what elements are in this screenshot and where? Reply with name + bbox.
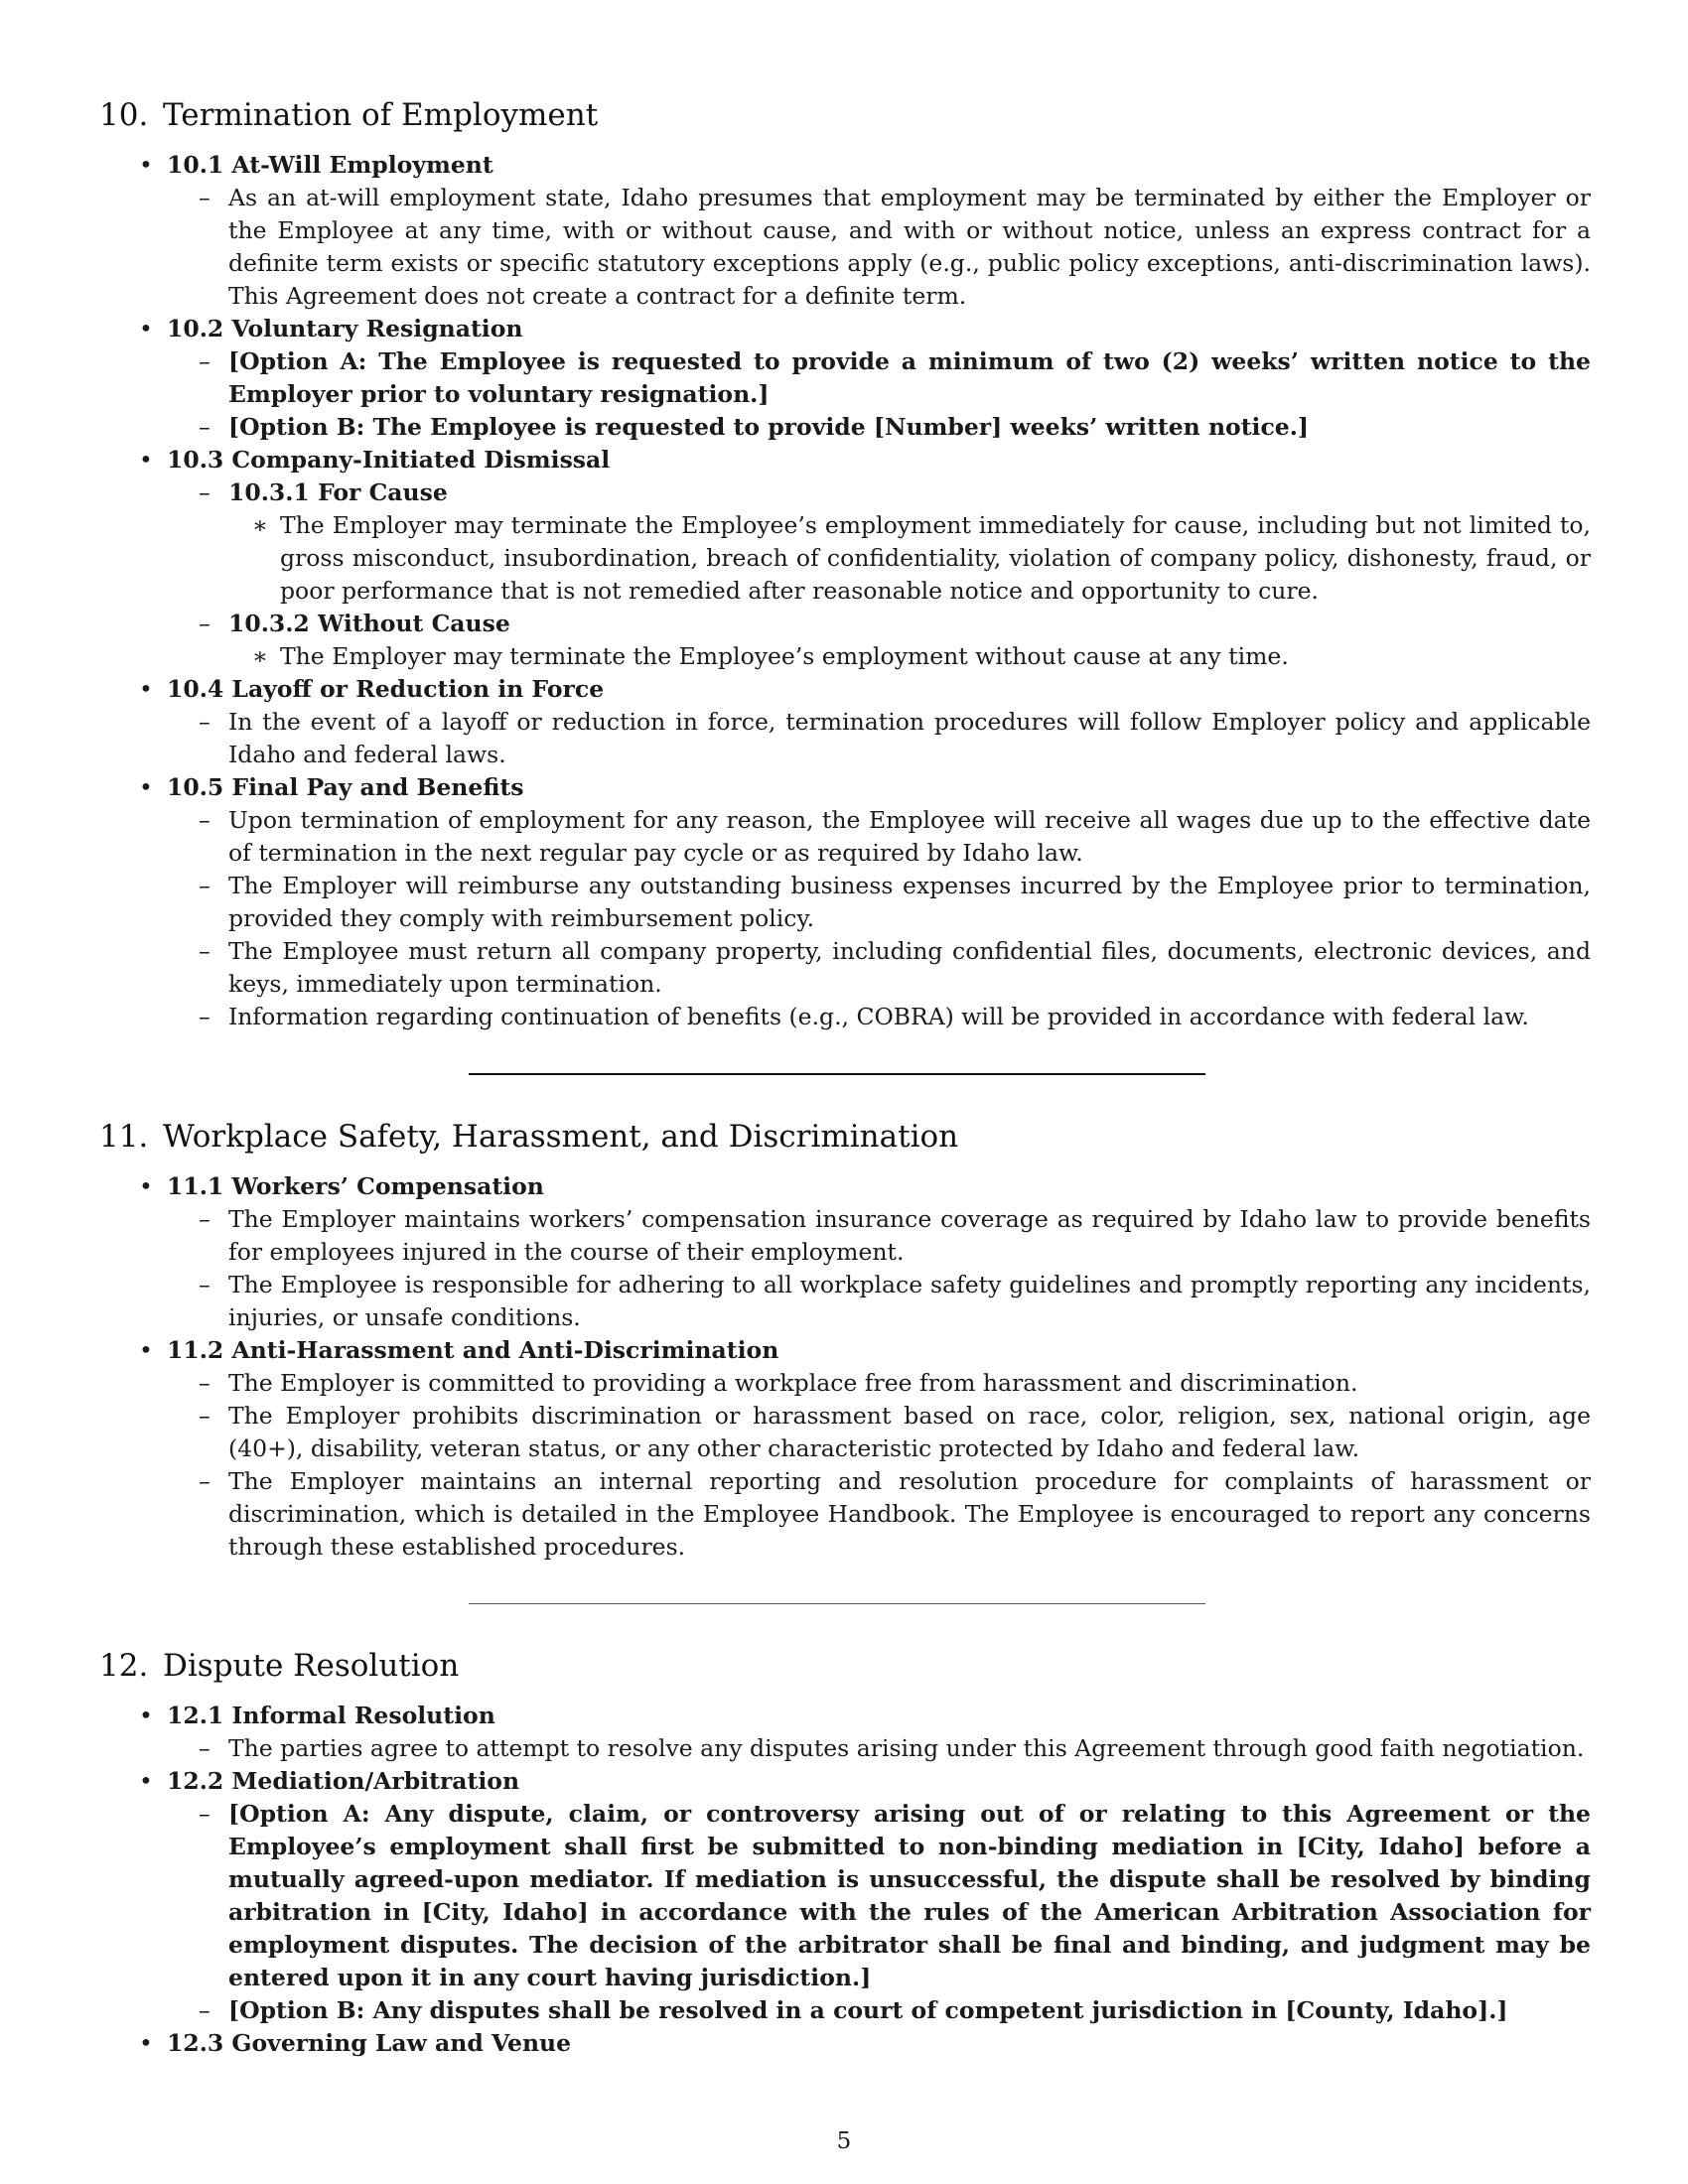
list-item: – The Employer is committed to providing a workplace free from harassment and discrimination. [228, 1367, 1591, 1400]
option-b-item: – [Option B: The Employee is requested to provide [Number] weeks’ written notice.] [228, 411, 1591, 444]
document-page [99, 95, 1591, 2060]
subitem-heading: 10.3.1 For Cause [228, 478, 448, 506]
subsection-heading: • 12.3 Governing Law and Venue [167, 2027, 1591, 2060]
option-b-item: – [Option B: Any disputes shall be resolved in a court of competent jurisdiction in [County, Idaho].] [228, 1994, 1591, 2027]
list-item: – The Employee must return all company property, including confidential files, documents, electronic devices, and keys, immediately upon termination. [228, 935, 1591, 1001]
subsection-11-1 [167, 1170, 1591, 1334]
option-a-item: – [Option A: The Employee is requested to provide a minimum of two (2) weeks’ written notice to the Employer prior to voluntary resignation.] [228, 345, 1591, 411]
subsection-12-2 [167, 1765, 1591, 2027]
subsection-heading: • 10.1 At-Will Employment [167, 149, 1591, 182]
subsection-heading: • 12.1 Informal Resolution [167, 1700, 1591, 1732]
subsection-heading: • 10.5 Final Pay and Benefits [167, 771, 1591, 804]
section-10-title: 10. Termination of Employment [99, 97, 599, 133]
subsection-11-2 [167, 1334, 1591, 1564]
subsection-12-3 [167, 2027, 1591, 2060]
list-item: – The Employer will reimburse any outstanding business expenses incurred by the Employee prior to termination, provided they comply with reimbursement policy. [228, 870, 1591, 935]
subsection-12-1 [167, 1700, 1591, 1765]
subsection-10-1 [167, 149, 1591, 313]
list-item: – The Employer maintains an internal reporting and resolution procedure for complaints of harassment or discrimination, which is detailed in the Employee Handbook. The Employee is encouraged to report any concerns through these established procedures. [228, 1465, 1591, 1564]
section-10-list [99, 149, 1591, 1033]
list-item: – Upon termination of employment for any reason, the Employee will receive all wages due up to the effective date of termination in the next regular pay cycle or as required by Idaho law. [228, 804, 1591, 870]
list-item: – The Employer prohibits discrimination or harassment based on race, color, religion, sex, national origin, age (40+), disability, veteran status, or any other characteristic protected by Idaho and federal law. [228, 1400, 1591, 1465]
list-item: ∗ The Employer may terminate the Employee’s employment immediately for cause, including but not limited to, gross misconduct, insubordination, breach of confidentiality, violation of company policy, dishonesty, fraud, or poor performance that is not remedied after reasonable notice and opportunity to cure. [280, 509, 1591, 608]
subsection-heading: • 10.2 Voluntary Resignation [167, 313, 1591, 345]
subsection-heading: • 12.2 Mediation/Arbitration [167, 1765, 1591, 1798]
subsection-heading: • 11.1 Workers’ Compensation [167, 1170, 1591, 1203]
page-number: 5 [836, 2128, 852, 2154]
subsection-10-5 [167, 771, 1591, 1033]
subsection-10-2 [167, 313, 1591, 444]
list-item: – In the event of a layoff or reduction in force, termination procedures will follow Employer policy and applicable Idaho and federal laws. [228, 706, 1591, 771]
section-11-list [99, 1170, 1591, 1564]
subitem-10-3-2 [228, 608, 1591, 673]
section-11-title: 11. Workplace Safety, Harassment, and Discrimination [99, 1119, 959, 1155]
list-item: – The Employee is responsible for adhering to all workplace safety guidelines and promptly reporting any incidents, injuries, or unsafe conditions. [228, 1269, 1591, 1334]
list-item: – Information regarding continuation of benefits (e.g., COBRA) will be provided in accordance with federal law. [228, 1001, 1591, 1033]
subsection-heading: • 11.2 Anti-Harassment and Anti-Discrimination [167, 1334, 1591, 1367]
section-12-title: 12. Dispute Resolution [99, 1648, 460, 1684]
subsection-heading: • 10.3 Company-Initiated Dismissal [167, 444, 1591, 477]
option-a-item: – [Option A: Any dispute, claim, or controversy arising out of or relating to this Agreement or the Employee’s employment shall first be submitted to non-binding mediation in [City, Idaho] before a mutually agreed-upon mediator. If mediation is unsuccessful, the dispute shall be resolved by binding arbitration in [City, Idaho] in accordance with the rules of the American Arbitration Association for employment disputes. The decision of the arbitrator shall be final and binding, and judgment may be entered upon it in any court having jurisdiction.] [228, 1798, 1591, 1994]
subitem-10-3-1 [228, 477, 1591, 608]
list-item: ∗ The Employer may terminate the Employee’s employment without cause at any time. [280, 640, 1591, 673]
list-item: – The parties agree to attempt to resolve any disputes arising under this Agreement through good faith negotiation. [228, 1732, 1591, 1765]
list-item: – As an at-will employment state, Idaho presumes that employment may be terminated by either the Employer or the Employee at any time, with or without cause, and with or without notice, unless an express contract for a definite term exists or specific statutory exceptions apply (e.g., public policy exceptions, anti-discrimination laws). This Agreement does not create a contract for a definite term. [228, 182, 1591, 313]
subsection-10-4 [167, 673, 1591, 771]
list-item: – The Employer maintains workers’ compensation insurance coverage as required by Idaho law to provide benefits for employees injured in the course of their employment. [228, 1203, 1591, 1269]
subsection-10-3 [167, 444, 1591, 673]
section-12-list [99, 1700, 1591, 2060]
subsection-heading: • 10.4 Layoff or Reduction in Force [167, 673, 1591, 706]
subitem-heading: 10.3.2 Without Cause [228, 610, 510, 637]
